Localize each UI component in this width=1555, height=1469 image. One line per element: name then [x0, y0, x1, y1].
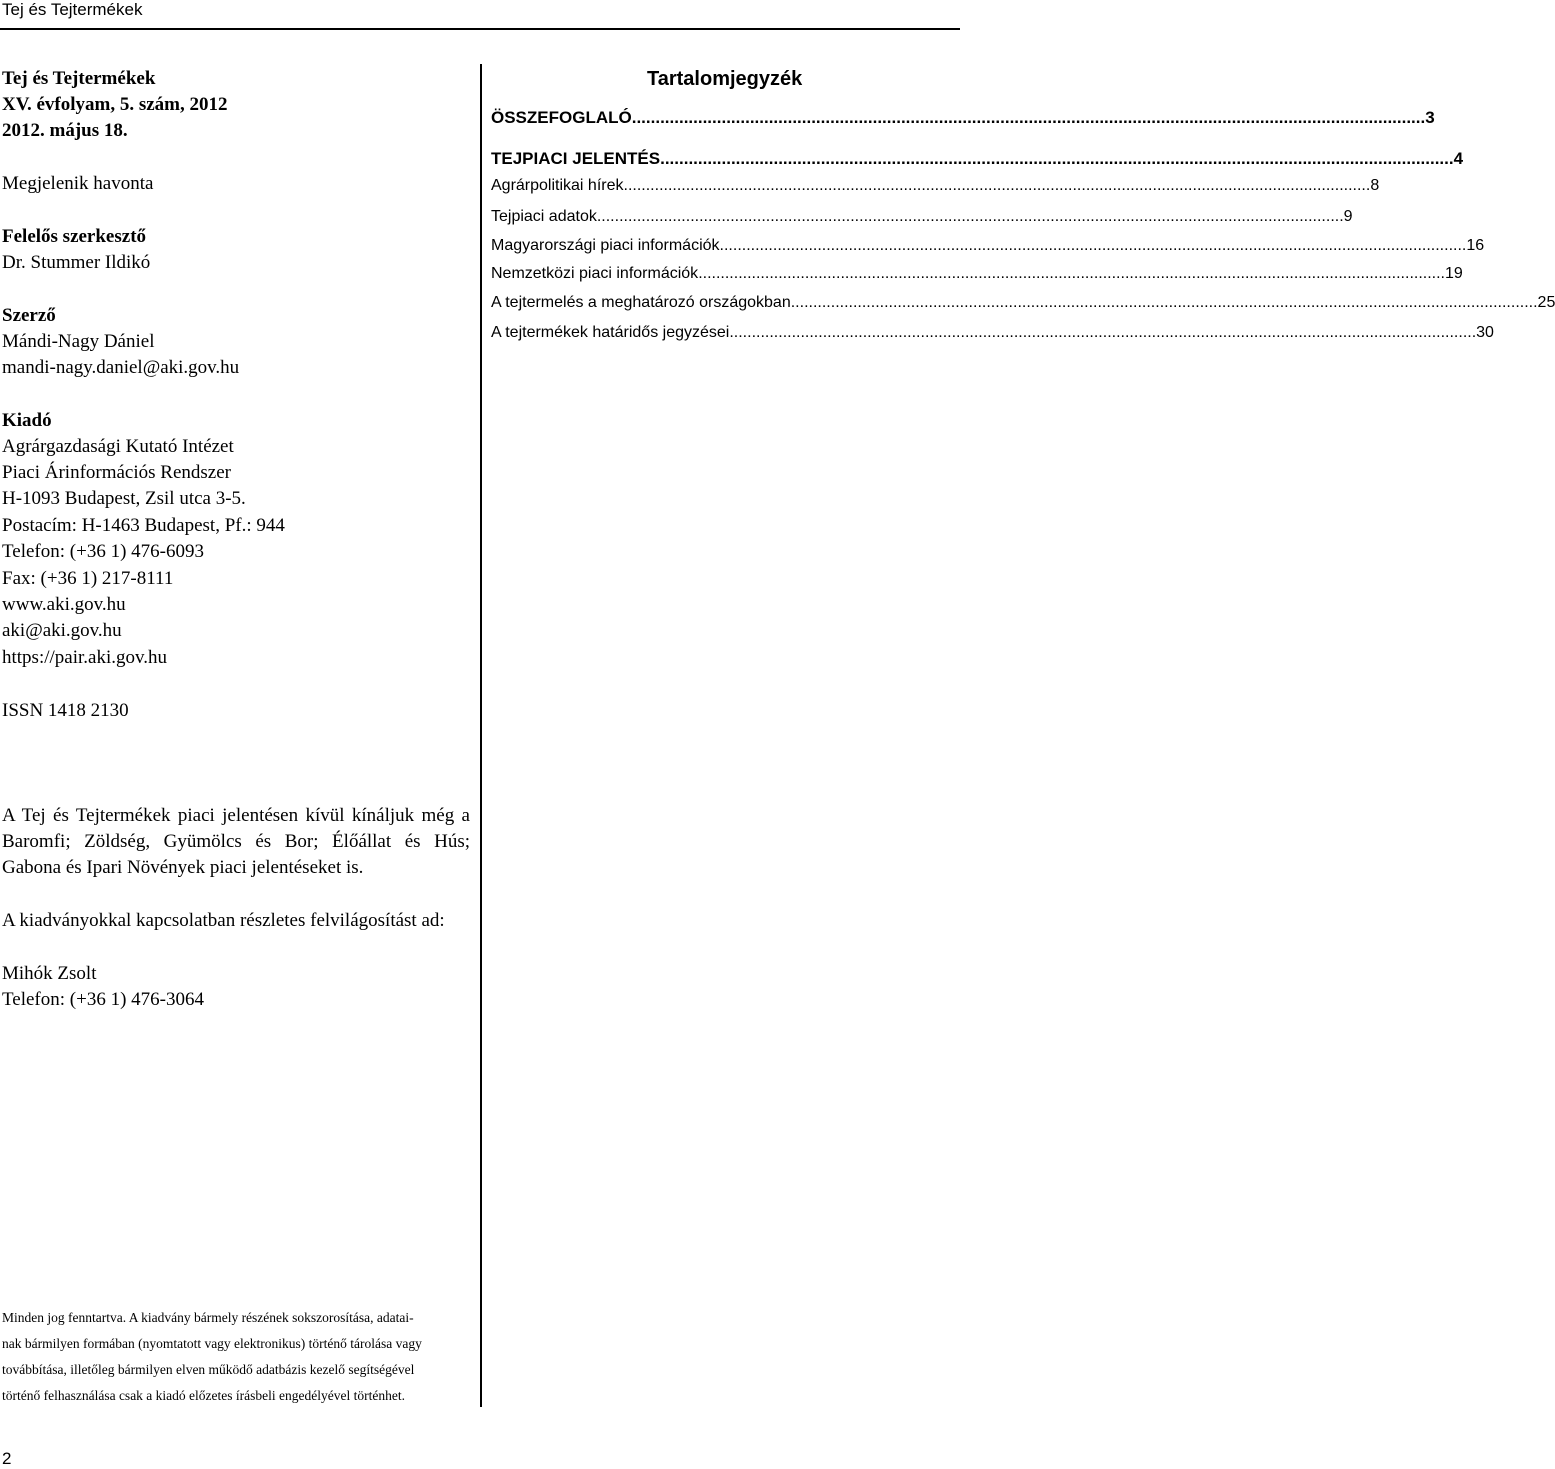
contact-phone: Telefon: (+36 1) 476-3064: [2, 989, 204, 1010]
toc-leader: [698, 261, 1445, 287]
toc-entry-agri-policy-news[interactable]: [491, 173, 1380, 199]
toc-entry-page: 16: [1466, 237, 1485, 254]
publisher-department: Piaci Árinformációs Rendszer: [2, 462, 231, 483]
toc-entry-milk-market-report[interactable]: [491, 146, 1464, 172]
contact-intro: A kiadványokkal kapcsolatban részletes felvilágosítást ad:: [2, 910, 445, 931]
toc-entry-page: 19: [1445, 265, 1463, 282]
toc-entry-label: Agrárpolitikai hírek: [491, 177, 624, 194]
toc-leader: [720, 233, 1467, 259]
toc-entry-milk-market-data[interactable]: [491, 204, 1353, 230]
running-header-title: Tej és Tejtermékek: [2, 0, 143, 19]
toc-entry-label: Tejpiaci adatok: [491, 208, 597, 225]
toc-leader: [660, 146, 1454, 172]
toc-entry-label: A tejtermékek határidős jegyzései: [491, 324, 730, 341]
issn: ISSN 1418 2130: [2, 700, 129, 721]
publisher-website-link[interactable]: www.aki.gov.hu: [2, 594, 126, 615]
toc-entry-key-countries[interactable]: [491, 290, 1555, 316]
legal-line-2: nak bármilyen formában (nyomtatott vagy elektronikus) történő tárolása vagy: [2, 1336, 422, 1351]
publisher-phone: Telefon: (+36 1) 476-6093: [2, 541, 204, 562]
header-rule: [0, 28, 960, 30]
legal-line-1: Minden jog fenntartva. A kiadvány bármely részének sokszorosítása, adatai-: [2, 1310, 414, 1325]
toc-leader: [632, 105, 1426, 131]
toc-entry-label: TEJPIACI JELENTÉS: [491, 149, 661, 168]
toc-entry-hungarian-market[interactable]: [491, 233, 1485, 259]
toc-entry-page: 9: [1343, 208, 1353, 225]
toc-entry-page: 4: [1453, 149, 1464, 168]
legal-line-4: történő felhasználása csak a kiadó előzetes írásbeli engedélyével történhet.: [2, 1388, 405, 1403]
toc-leader: [597, 204, 1344, 230]
editor-heading: Felelős szerkesztő: [2, 226, 147, 247]
toc-entry-page: 3: [1425, 108, 1435, 127]
publisher-heading: Kiadó: [2, 410, 52, 431]
journal-volume: XV. évfolyam, 5. szám, 2012: [2, 94, 228, 115]
publisher-fax: Fax: (+36 1) 217-8111: [2, 568, 174, 589]
publisher-email-link[interactable]: aki@aki.gov.hu: [2, 620, 122, 641]
page-number: 2: [2, 1449, 12, 1468]
toc-leader: [791, 290, 1538, 316]
toc-entry-label: Nemzetközi piaci információk: [491, 265, 699, 282]
toc-entry-page: 25: [1537, 294, 1555, 311]
publisher-institute: Agrárgazdasági Kutató Intézet: [2, 436, 234, 457]
publisher-postal-address: Postacím: H-1463 Budapest, Pf.: 944: [2, 515, 285, 536]
contact-name: Mihók Zsolt: [2, 963, 97, 984]
toc-title: Tartalomjegyzék: [647, 68, 803, 90]
author-name: Mándi-Nagy Dániel: [2, 331, 155, 352]
column-divider: [480, 64, 482, 1407]
publication-frequency: Megjelenik havonta: [2, 173, 154, 194]
toc-entry-futures-quotes[interactable]: [491, 320, 1494, 346]
author-heading: Szerző: [2, 305, 56, 326]
toc-leader: [729, 320, 1476, 346]
publisher-pair-link[interactable]: https://pair.aki.gov.hu: [2, 647, 168, 668]
toc-entry-page: 30: [1476, 324, 1494, 341]
journal-date: 2012. május 18.: [2, 120, 128, 141]
offer-paragraph: A Tej és Tejtermékek piaci jelentésen kívül kínáljuk még a Baromfi; Zöldség, Gyümölcs és Bor; Élőállat és Hús; Gabona és Ipari Növények piaci jelentéseket is.: [2, 805, 470, 878]
toc-entry-label: A tejtermelés a meghatározó országokban: [491, 294, 791, 311]
toc-leader: [624, 173, 1371, 199]
toc-entry-international-market[interactable]: [491, 261, 1463, 287]
toc-entry-page: 8: [1370, 177, 1380, 194]
author-email-link[interactable]: mandi-nagy.daniel@aki.gov.hu: [2, 357, 240, 378]
toc-entry-label: Magyarországi piaci információk: [491, 237, 720, 254]
legal-line-3: továbbítása, illetőleg bármilyen elven működő adatbázis kezelő segítségével: [2, 1362, 415, 1377]
toc-entry-summary[interactable]: [491, 105, 1435, 131]
editor-name: Dr. Stummer Ildikó: [2, 252, 151, 273]
toc-entry-label: ÖSSZEFOGLALÓ: [491, 108, 632, 127]
publisher-address: H-1093 Budapest, Zsil utca 3-5.: [2, 488, 246, 509]
journal-title: Tej és Tejtermékek: [2, 68, 156, 89]
